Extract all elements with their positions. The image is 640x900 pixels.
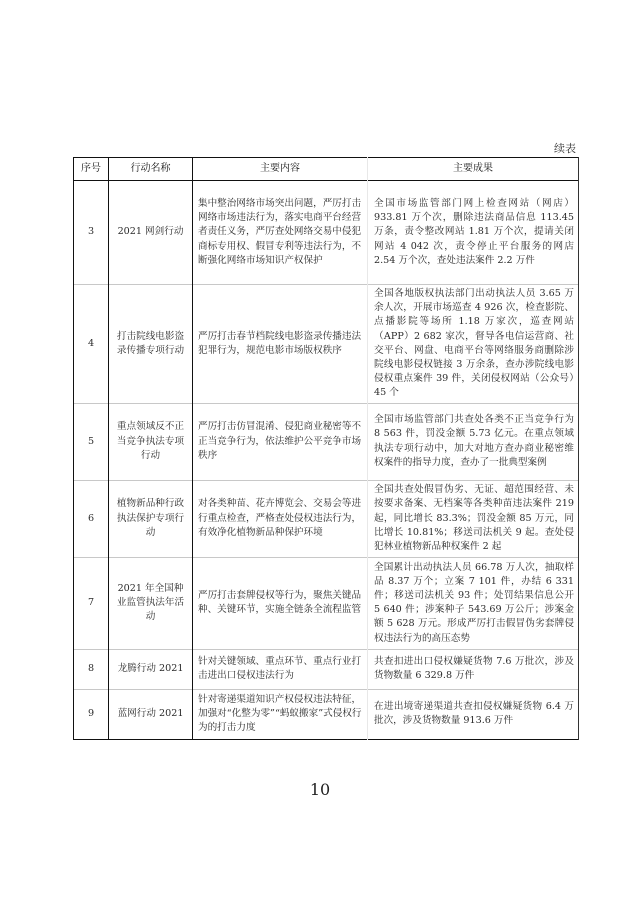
row-results: 全国市场监管部门网上检查网站（网店）933.81 万个次，删除违法商品信息 113.45 万条，责令整改网站 1.81 万个次，提请关闭网站 4 042 次，责令停止平台服务的网店 2.54 万个次，查处违法案件 2.2 万件 (368, 181, 579, 285)
table-row (74, 181, 579, 285)
row-action-name: 蓝网行动 2021 (109, 689, 193, 739)
row-results: 全国共查处假冒伪劣、无证、超范围经营、未按要求备案、无档案等各类种苗违法案件 219 起，同比增长 83.3%；罚没金额 85 万元，同比增长 10.81%；移送司法机关 9 起。查处侵犯林业植物新品种权案件 2 起 (368, 480, 579, 557)
header-action-name: 行动名称 (109, 158, 193, 181)
row-number: 6 (74, 480, 109, 557)
row-content: 严厉打击春节档院线电影盗录传播违法犯罪行为，规范电影市场版权秩序 (193, 285, 368, 404)
row-action-name: 重点领域反不正当竞争执法专项行动 (109, 403, 193, 480)
row-content: 集中整治网络市场突出问题，严厉打击网络市场违法行为，落实电商平台经营者责任义务，严厉查处网络交易中侵犯商标专用权、假冒专利等违法行为，不断强化网络市场知识产权保护 (193, 181, 368, 285)
row-action-name: 龙腾行动 2021 (109, 649, 193, 689)
row-results: 全国市场监管部门共查处各类不正当竞争行为 8 563 件，罚没金额 5.73 亿元。在重点领域执法专项行动中，加大对地方查办商业秘密维权案件的指导力度，查办了一批典型案例 (368, 403, 579, 480)
row-content: 对各类种苗、花卉博览会、交易会等进行重点检查，严格查处侵权违法行为，有效净化植物新品种保护环境 (193, 480, 368, 557)
row-content: 严厉打击套牌侵权等行为，聚焦关键品种、关键环节，实施全链条全流程监管 (193, 557, 368, 649)
row-action-name: 2021 年全国种业监管执法年活动 (109, 557, 193, 649)
row-results: 在进出境寄递渠道共查扣侵权嫌疑货物 6.4 万批次，涉及货物数量 913.6 万件 (368, 689, 579, 739)
table-row (74, 403, 579, 480)
table-row (74, 689, 579, 739)
row-number: 7 (74, 557, 109, 649)
table-row (74, 649, 579, 689)
table-row (74, 285, 579, 404)
row-content: 针对关键领域、重点环节、重点行业打击进出口侵权违法行为 (193, 649, 368, 689)
row-number: 3 (74, 181, 109, 285)
header-main-content: 主要内容 (193, 158, 368, 181)
row-results: 全国累计出动执法人员 66.78 万人次，抽取样品 8.37 万个；立案 7 101 件，办结 6 331 件；移送司法机关 93 件；处罚结果信息公开 5 640 件；涉案种子 543.69 万公斤；涉案金额 5 628 万元。形成严厉打击假冒伪劣套牌侵权违法行为的高压态势 (368, 557, 579, 649)
table-row (74, 557, 579, 649)
row-action-name: 2021 网剑行动 (109, 181, 193, 285)
row-content: 严厉打击仿冒混淆、侵犯商业秘密等不正当竞争行为，依法维护公平竞争市场秩序 (193, 403, 368, 480)
row-content: 针对寄递渠道知识产权侵权违法特征，加强对“化整为零”“蚂蚁搬家”式侵权行为的打击力度 (193, 689, 368, 739)
header-main-results: 主要成果 (368, 158, 579, 181)
row-results: 全国各地版权执法部门出动执法人员 3.65 万余人次，开展市场巡查 4 926 次，检查影院、点播影院等场所 1.18 万家次，巡查网站（APP）2 682 家次，督导各电信运营商、社交平台、网盘、电商平台等网络服务商删除涉院线电影侵权链接 3 万余条，查办涉院线电影侵权重点案件 39 件，关闭侵权网站（公众号）45 个 (368, 285, 579, 404)
header-serial-number: 序号 (74, 158, 109, 181)
table-row (74, 480, 579, 557)
row-number: 5 (74, 403, 109, 480)
continued-table-label: 续表 (554, 142, 576, 155)
row-results: 共查扣进出口侵权嫌疑货物 7.6 万批次，涉及货物数量 6 329.8 万件 (368, 649, 579, 689)
row-number: 9 (74, 689, 109, 739)
row-number: 8 (74, 649, 109, 689)
row-number: 4 (74, 285, 109, 404)
row-action-name: 打击院线电影盗录传播专项行动 (109, 285, 193, 404)
row-action-name: 植物新品种行政执法保护专项行动 (109, 480, 193, 557)
enforcement-actions-table (73, 157, 579, 740)
page-number: 10 (309, 780, 331, 799)
table-header-row (74, 158, 579, 181)
